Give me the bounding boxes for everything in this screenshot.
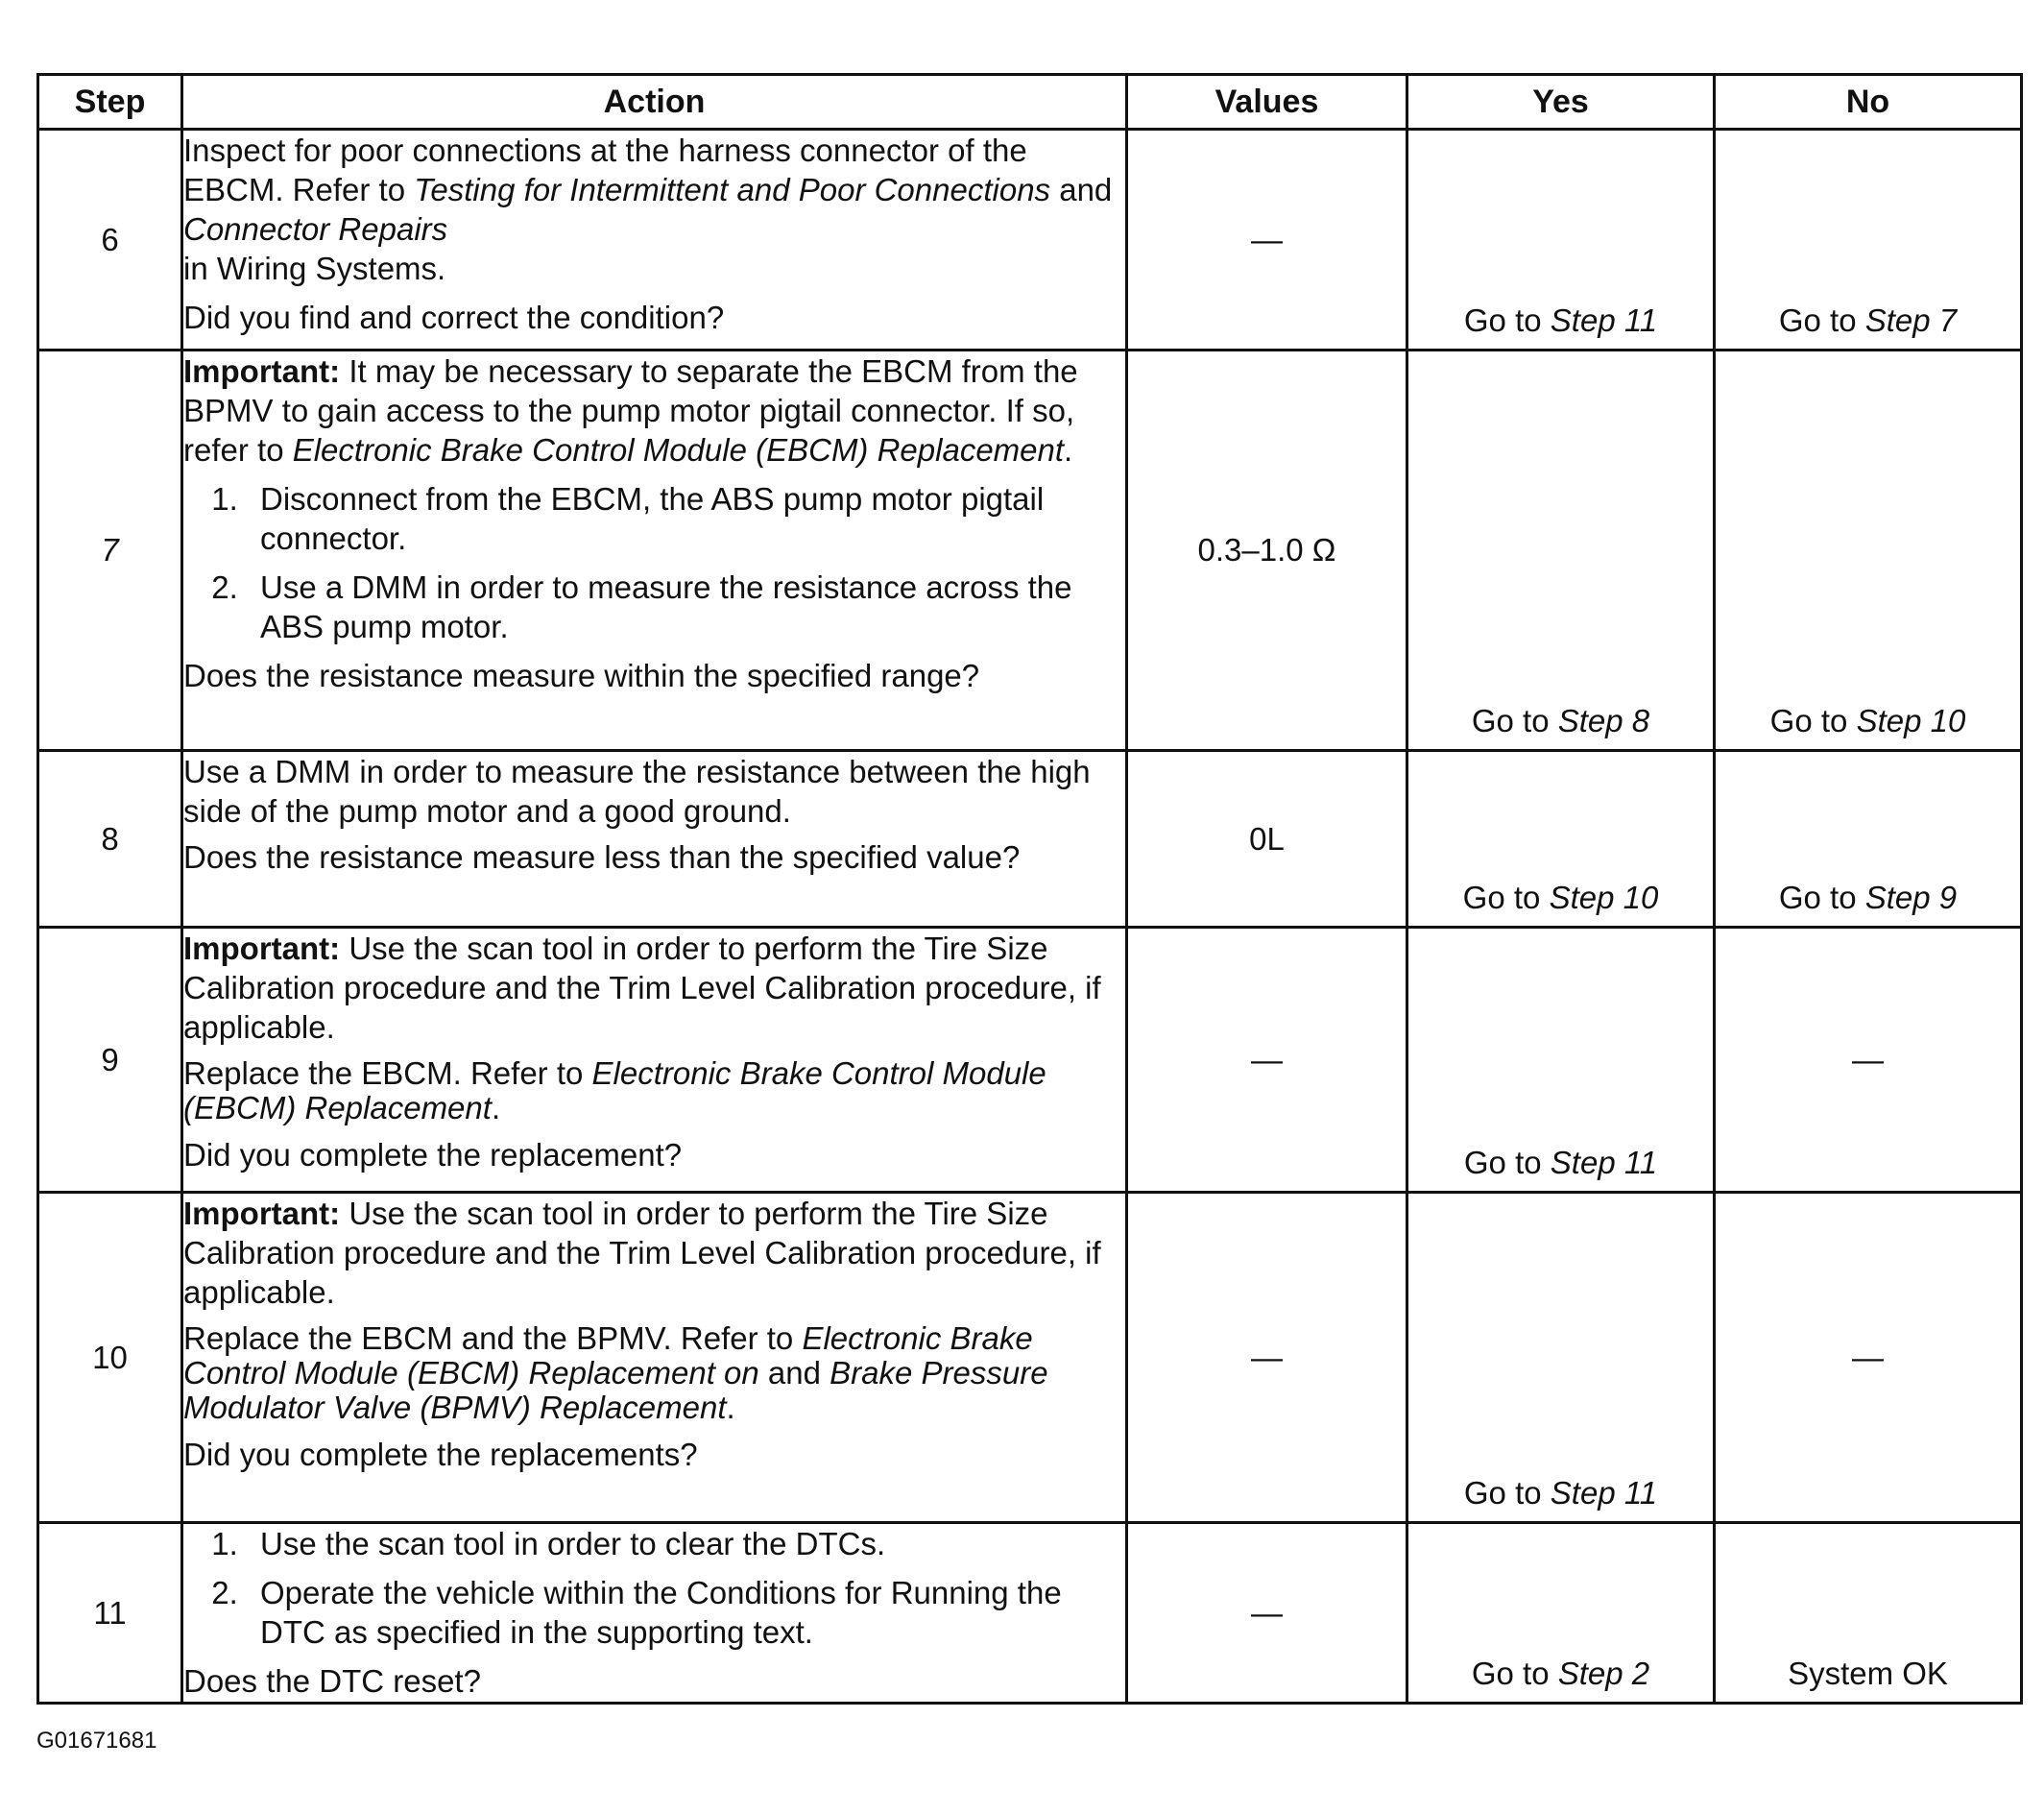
go-to-text: Go to <box>1463 1145 1542 1180</box>
step-ref: Step 7 <box>1864 302 1958 338</box>
text-span: Use the scan tool in order to perform the Tire Size Calibration procedure and the Trim Level Calibration procedure, if applicable. <box>183 931 1101 1045</box>
go-to-text: Go to <box>1463 302 1542 338</box>
list-item: 2. Use a DMM in order to measure the resistance across the ABS pump motor. <box>247 568 1125 646</box>
value-cell: 0L <box>1127 751 1407 928</box>
reference-link: Testing for Intermittent and Poor Connections <box>414 172 1051 207</box>
step-ref: Step 10 <box>1549 880 1659 915</box>
reference-link: Brake Pressure Modulator Valve (BPMV) Replacement <box>183 1355 1048 1425</box>
no-cell <box>1715 751 2022 928</box>
important-label: Important: <box>183 353 341 389</box>
text-span: . <box>1064 432 1073 468</box>
step-number: 6 <box>38 130 182 351</box>
yes-cell <box>1407 751 1715 928</box>
no-cell: — <box>1715 1193 2022 1523</box>
action-question: Did you find and correct the condition? <box>183 300 725 335</box>
step-number <box>38 351 182 751</box>
action-question: Does the resistance measure less than the specified value? <box>183 839 1021 875</box>
no-cell <box>1715 1523 2022 1704</box>
table-row <box>38 351 2022 751</box>
go-to-text: Go to <box>1463 1475 1542 1511</box>
step-number: 11 <box>38 1523 182 1704</box>
diagnostic-table <box>36 73 2023 1705</box>
important-note <box>183 1194 1125 1312</box>
step-number: 10 <box>38 1193 182 1523</box>
table-row <box>38 751 2022 928</box>
text-span: Replace the EBCM. Refer to <box>183 1055 592 1091</box>
yes-goto <box>1408 302 1713 339</box>
list-item: 1. Use the scan tool in order to clear the DTCs. <box>247 1524 1125 1563</box>
header-step: Step <box>38 75 182 130</box>
go-to-text: Go to <box>1769 703 1848 738</box>
text-span: Use the scan tool in order to perform the Tire Size Calibration procedure and the Trim Level Calibration procedure, if applicable. <box>183 1196 1101 1310</box>
list-item: 2. Operate the vehicle within the Conditions for Running the DTC as specified in the supporting text. <box>247 1573 1125 1652</box>
reference-link: Connector Repairs <box>183 211 448 247</box>
step-ref: Step 11 <box>1550 1475 1658 1511</box>
step-number-text: 7 <box>101 532 119 568</box>
action-text <box>183 131 1125 288</box>
no-cell <box>1715 351 2022 751</box>
action-text: Use a DMM in order to measure the resistance between the high side of the pump motor and a good ground. <box>183 754 1091 829</box>
yes-goto <box>1408 880 1713 916</box>
go-to-text: Go to <box>1778 302 1857 338</box>
yes-cell <box>1407 1193 1715 1523</box>
no-goto <box>1716 703 2020 739</box>
text-span: It may be necessary to separate the EBCM from the BPMV to gain access to the pump motor pigtail connector. If so, refer to <box>183 353 1078 468</box>
step-number: 8 <box>38 751 182 928</box>
no-result: System OK <box>1788 1656 1948 1691</box>
go-to-text: Go to <box>1462 880 1541 915</box>
text-span: Replace the EBCM and the BPMV. Refer to <box>183 1320 803 1356</box>
go-to-text: Go to <box>1471 1656 1550 1691</box>
step-ref: Step 11 <box>1550 302 1658 338</box>
action-cell <box>182 1193 1127 1523</box>
action-cell <box>182 351 1127 751</box>
action-question: Does the resistance measure within the specified range? <box>183 658 980 693</box>
text-span: and <box>758 1355 830 1391</box>
table-row <box>38 928 2022 1193</box>
yes-cell <box>1407 1523 1715 1704</box>
reference-link: Electronic Brake Control Module (EBCM) Replacement on <box>183 1320 1033 1391</box>
step-ref: Step 9 <box>1864 880 1958 915</box>
no-cell <box>1715 130 2022 351</box>
table-row <box>38 1523 2022 1704</box>
important-label: Important: <box>183 1196 341 1231</box>
important-label: Important: <box>183 931 341 966</box>
action-question: Did you complete the replacements? <box>183 1437 698 1472</box>
important-note <box>183 929 1125 1047</box>
value-cell: — <box>1127 928 1407 1193</box>
action-question: Does the DTC reset? <box>183 1663 481 1699</box>
value-cell: — <box>1127 1523 1407 1704</box>
action-text <box>183 1056 1125 1125</box>
value-cell: 0.3–1.0 Ω <box>1127 351 1407 751</box>
reference-link: Electronic Brake Control Module (EBCM) Replacement <box>292 432 1065 468</box>
action-cell <box>182 1523 1127 1704</box>
figure-id: G01671681 <box>36 1728 157 1754</box>
list-item: 1. Disconnect from the EBCM, the ABS pump motor pigtail connector. <box>247 479 1125 558</box>
no-goto <box>1716 302 2020 339</box>
action-text <box>183 1321 1125 1425</box>
step-ref: Step 8 <box>1557 703 1650 738</box>
header-row <box>38 75 2022 130</box>
action-cell <box>182 751 1127 928</box>
yes-cell <box>1407 130 1715 351</box>
yes-goto <box>1408 1145 1713 1181</box>
text-span: . <box>491 1090 501 1125</box>
no-goto <box>1716 880 2020 916</box>
go-to-text: Go to <box>1778 880 1857 915</box>
procedure-list <box>183 1524 1125 1652</box>
important-note <box>183 351 1125 470</box>
text-span: in Wiring Systems. <box>183 251 446 286</box>
yes-cell <box>1407 928 1715 1193</box>
action-cell <box>182 928 1127 1193</box>
yes-cell <box>1407 351 1715 751</box>
no-cell: — <box>1715 928 2022 1193</box>
yes-goto <box>1408 1656 1713 1692</box>
header-action: Action <box>182 75 1127 130</box>
header-no: No <box>1715 75 2022 130</box>
table-row <box>38 1193 2022 1523</box>
step-ref: Step 11 <box>1550 1145 1658 1180</box>
text-span: and <box>1050 172 1113 207</box>
header-values: Values <box>1127 75 1407 130</box>
step-ref: Step 2 <box>1557 1656 1650 1691</box>
yes-goto <box>1408 1475 1713 1512</box>
value-cell: — <box>1127 1193 1407 1523</box>
reference-link: Electronic Brake Control Module (EBCM) Replacement <box>183 1055 1046 1125</box>
step-ref: Step 10 <box>1856 703 1966 738</box>
text-span: . <box>726 1390 735 1425</box>
yes-goto <box>1408 703 1713 739</box>
header-yes: Yes <box>1407 75 1715 130</box>
step-number: 9 <box>38 928 182 1193</box>
procedure-list <box>183 479 1125 646</box>
text-span: Inspect for poor connections at the harness connector of the EBCM. Refer to <box>183 133 1027 207</box>
table-row <box>38 130 2022 351</box>
action-cell <box>182 130 1127 351</box>
action-question: Did you complete the replacement? <box>183 1137 683 1173</box>
go-to-text: Go to <box>1471 703 1550 738</box>
value-cell: — <box>1127 130 1407 351</box>
